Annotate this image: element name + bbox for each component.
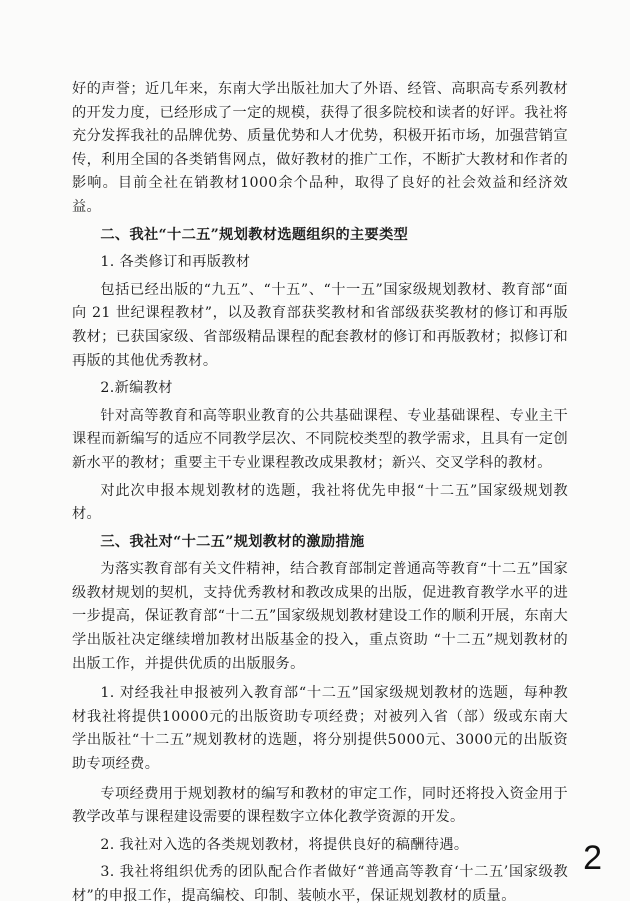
paragraph-priority-declaration: 对此次申报本规划教材的选题，我社将优先申报“十二五”国家级规划教材。 (72, 482, 568, 523)
section-heading-3: 三、我社对“十二五”规划教材的激励措施 (100, 533, 365, 550)
paragraph-incentive-intro: 为落实教育部有关文件精神，结合教育部制定普通高等教育“十二五”国家级教材规划的契机，支持优秀教材和教改成果的出版，促进教育教学水平的进一步提高，保证教育部“十二五”国家级规划教材建设工作的顺利开展，东南大学出版社决定继续增加教材出版基金的投入，重点资助 “十二五”规划教材的出版工作，并提供优质的出版服务。 (72, 561, 568, 672)
paragraph-new-textbooks: 针对高等教育和高等职业教育的公共基础课程、专业基础课程、专业主干课程而新编写的适应不同教学层次、不同院校类型的教学需求，且具有一定创新水平的教材；重要主干专业课程教改成果教材；新兴、交叉学科的教材。 (72, 407, 568, 471)
subheading-revised-textbooks: 1. 各类修订和再版教材 (100, 254, 251, 271)
paragraph-royalties: 2. 我社对入选的各类规划教材，将提供良好的稿酬待遇。 (100, 836, 469, 853)
document-body (72, 78, 568, 909)
subheading-new-textbooks: 2.新编教材 (100, 380, 173, 397)
paragraph-revised-textbooks: 包括已经出版的“九五”、“十五”、“十一五”国家级规划教材、教育部“面向 21 世纪课程教材”，以及教育部获奖教材和省部级获奖教材的修订和再版教材；已获国家级、省部级精品课程的配套教材的修订和再版教材；拟修订和再版的其他优秀教材。 (72, 281, 568, 369)
paragraph-funding-usage: 专项经费用于规划教材的编写和教材的审定工作，同时还将投入资金用于教学改革与课程建设需要的课程数字立体化教学资源的开发。 (72, 785, 568, 826)
section-heading-2: 二、我社“十二五”规划教材选题组织的主要类型 (100, 226, 409, 243)
paragraph-reputation-and-scale: 好的声誉；近几年来，东南大学出版社加大了外语、经管、高职高专系列教材的开发力度，已经形成了一定的规模，获得了很多院校和读者的好评。我社将充分发挥我社的品牌优势、质量优势和人才优势，积极开拓市场，加强营销宣传，利用全国的各类销售网点，做好教材的推广工作，不断扩大教材和作者的影响。目前全社在销教材1000余个品种，取得了良好的社会效益和经济效益。 (72, 81, 568, 215)
paragraph-funding-amounts: 1. 对经我社申报被列入教育部“十二五”国家级规划教材的选题，每种教材我社将提供10000元的出版资助专项经费；对被列入省（部）级或东南大学出版社“十二五”规划教材的选题，将分别提供5000元、3000元的出版资助专项经费。 (72, 685, 568, 773)
paragraph-team-support: 3. 我社将组织优秀的团队配合作者做好“普通高等教育‘十二五’国家级教材”的申报工作，提高编校、印制、装帧水平，保证规划教材的质量。 (72, 864, 568, 904)
page-number: 2 (583, 839, 602, 877)
